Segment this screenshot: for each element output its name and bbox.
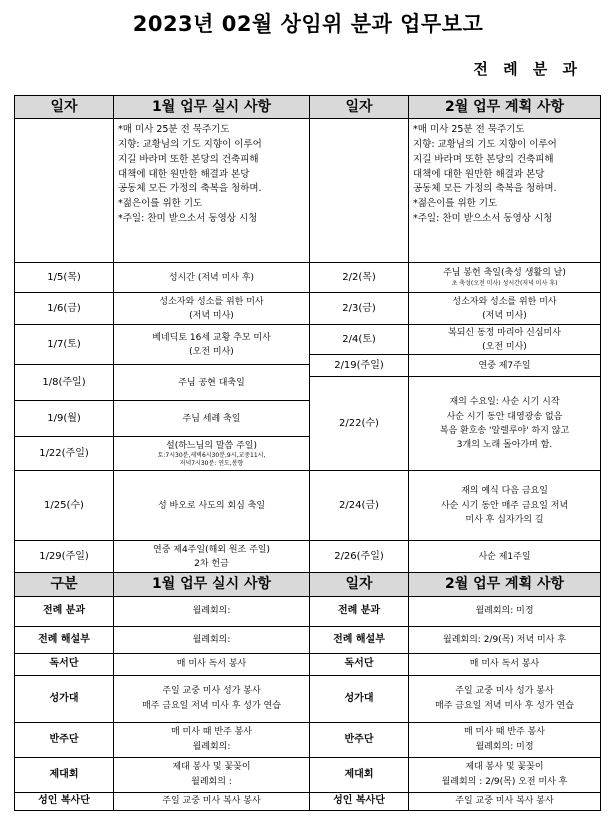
group-feb: 주일 교중 미사 복사 봉사 (409, 792, 601, 810)
feb-date: 2/4(토) (310, 325, 409, 355)
group-name: 전례 분과 (310, 596, 409, 626)
page-title: 2023년 02월 상임위 분과 업무보고 (132, 12, 484, 36)
feb-intro: *매 미사 25분 전 묵주기도 지향: 교황님의 기도 지향이 이루어 지길 바라며 또한 본당의 건축피해 대책에 대한 원만한 해결과 본당 공동체 모든 가정의 축복을 청하며. *젊은이를 위한 기도 *주일: 찬미 받으소서 동영상 시청 (409, 119, 601, 263)
feb-event: 성소자와 성소를 위한 미사 (저녁 미사) (409, 293, 601, 325)
group-name: 전례 분과 (15, 596, 114, 626)
jan-date: 1/6(금) (15, 293, 114, 325)
header-jan-work: 1월 업무 실시 사항 (114, 96, 310, 119)
header-feb-plan: 2월 업무 계획 사항 (409, 96, 601, 119)
group-jan: 매 미사 때 반주 봉사 월례회의: (114, 722, 310, 757)
feb-date: 2/26(주일) (310, 541, 409, 573)
feb-event: 연중 제7주일 (409, 355, 601, 377)
group-feb: 월례회의: 미정 (409, 596, 601, 626)
feb-date: 2/22(수) (310, 377, 409, 471)
header-date-feb: 일자 (310, 96, 409, 119)
group-jan: 제대 봉사 및 꽃꽂이 월례회의 : (114, 757, 310, 792)
group-jan: 주일 교중 미사 복사 봉사 (114, 792, 310, 810)
group-name: 성인 복사단 (15, 792, 114, 810)
jan-intro: *매 미사 25분 전 묵주기도 지향: 교황님의 기도 지향이 이루어 지길 바라며 또한 본당의 건축피해 대책에 대한 원만한 해결과 본당 공동체 모든 가정의 축복을 청하며. *젊은이를 위한 기도 *주일: 찬미 받으소서 동영상 시청 (114, 119, 310, 263)
group-name: 성인 복사단 (310, 792, 409, 810)
jan-date: 1/5(목) (15, 263, 114, 293)
group-feb: 매 미사 때 반주 봉사 월례회의: 미정 (409, 722, 601, 757)
feb-event: 재의 예식 다음 금요일 사순 시기 동안 매주 금요일 저녁 미사 후 십자가의 길 (409, 471, 601, 541)
feb-event: 사순 제1주일 (409, 541, 601, 573)
jan-event: 베네딕토 16세 교황 추모 미사 (오전 미사) (114, 325, 310, 365)
group-name: 전례 해설부 (310, 626, 409, 653)
header-date-feb-2: 일자 (310, 573, 409, 596)
jan-event: 설(하느님의 말씀 주일) 토:7시30분,새벽6시30분,9시,교중11시, 저녁7시30분: 연도,봉향 (114, 437, 310, 471)
group-name: 제대회 (15, 757, 114, 792)
jan-event: 주님 세례 축일 (114, 401, 310, 437)
group-feb: 월례회의: 2/9(목) 저녁 미사 후 (409, 626, 601, 653)
group-name: 독서단 (15, 653, 114, 675)
group-jan: 주일 교중 미사 성가 봉사 매주 금요일 저녁 미사 후 성가 연습 (114, 675, 310, 722)
group-name: 반주단 (15, 722, 114, 757)
header-category: 구분 (15, 573, 114, 596)
feb-event: 주님 봉헌 축일(축성 생활의 날) 초 축성(오전 미사) 성시간(저녁 미사 후) (409, 263, 601, 293)
jan-event: 성시간 (저녁 미사 후) (114, 263, 310, 293)
group-feb: 제대 봉사 및 꽃꽂이 월례회의 : 2/9(목) 오전 미사 후 (409, 757, 601, 792)
group-name: 제대회 (310, 757, 409, 792)
department-label: 전 례 분 과 (473, 60, 582, 78)
jan-date: 1/8(주일) (15, 365, 114, 401)
report-table (14, 95, 601, 811)
intro-date-empty (310, 119, 409, 263)
jan-event: 성소자와 성소를 위한 미사 (저녁 미사) (114, 293, 310, 325)
group-name: 전례 해설부 (15, 626, 114, 653)
header-feb-plan-2: 2월 업무 계획 사항 (409, 573, 601, 596)
jan-event: 성 바오로 사도의 회심 축일 (114, 471, 310, 541)
feb-event: 재의 수요일: 사순 시기 시작 사순 시기 동안 대영광송 없음 복음 환호송 '알렐루야' 하지 않고 3개의 노래 돌아가며 함. (409, 377, 601, 471)
group-feb: 주일 교중 미사 성가 봉사 매주 금요일 저녁 미사 후 성가 연습 (409, 675, 601, 722)
feb-date: 2/24(금) (310, 471, 409, 541)
jan-event: 연중 제4주일(해외 원조 주일) 2차 헌금 (114, 541, 310, 573)
group-jan: 매 미사 독서 봉사 (114, 653, 310, 675)
feb-date: 2/19(주일) (310, 355, 409, 377)
jan-date: 1/22(주일) (15, 437, 114, 471)
group-name: 독서단 (310, 653, 409, 675)
jan-event: 주님 공현 대축일 (114, 365, 310, 401)
group-feb: 매 미사 독서 봉사 (409, 653, 601, 675)
feb-date: 2/3(금) (310, 293, 409, 325)
intro-date-empty (15, 119, 114, 263)
jan-date: 1/7(토) (15, 325, 114, 365)
group-jan: 월례회의: (114, 626, 310, 653)
group-name: 반주단 (310, 722, 409, 757)
group-jan: 월례회의: (114, 596, 310, 626)
jan-date: 1/25(수) (15, 471, 114, 541)
feb-date: 2/2(목) (310, 263, 409, 293)
jan-date: 1/29(주일) (15, 541, 114, 573)
header-jan-work-2: 1월 업무 실시 사항 (114, 573, 310, 596)
jan-date: 1/9(월) (15, 401, 114, 437)
header-date-jan: 일자 (15, 96, 114, 119)
group-name: 성가대 (15, 675, 114, 722)
group-name: 성가대 (310, 675, 409, 722)
feb-event: 복되신 동정 마리아 신심미사 (오전 미사) (409, 325, 601, 355)
